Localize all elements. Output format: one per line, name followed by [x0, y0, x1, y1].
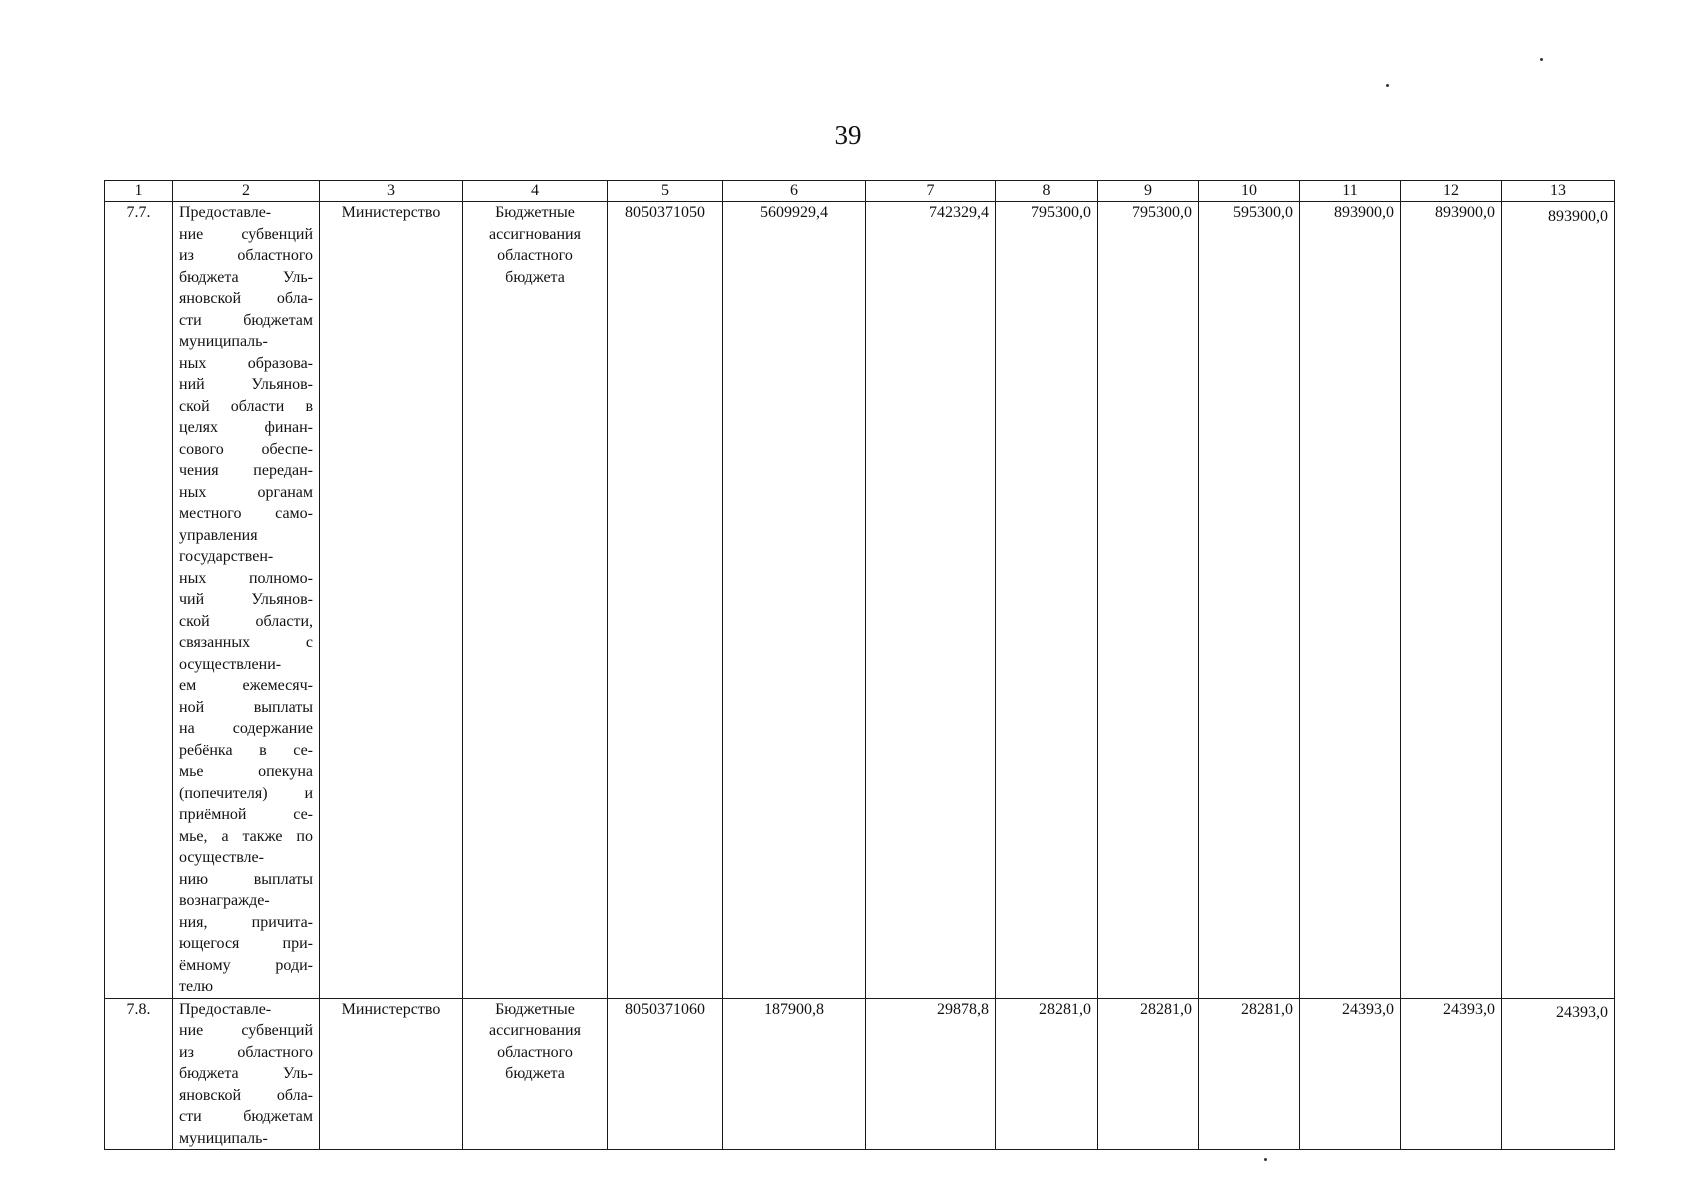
row-executor: Министерство: [320, 998, 463, 1150]
column-header: 13: [1502, 181, 1615, 202]
row-value-col9: 28281,0: [1098, 998, 1199, 1150]
row-value-col7: 29878,8: [866, 998, 996, 1150]
row-description: [173, 998, 320, 1150]
cell-text-line: из областного: [179, 1043, 313, 1061]
cell-text-line: управления: [179, 526, 258, 544]
row-value-col12: 24393,0: [1401, 998, 1502, 1150]
cell-text-line: бюджета Уль-: [179, 268, 313, 286]
row-budget-code: 8050371060: [608, 998, 723, 1150]
column-header: 5: [608, 181, 723, 202]
cell-text-line: областного: [497, 247, 573, 264]
cell-text-line: Предоставле-: [179, 204, 272, 221]
table-container: [104, 180, 1615, 1150]
cell-text-line: сти бюджетам: [179, 311, 313, 329]
column-header: 7: [866, 181, 996, 202]
column-header: 3: [320, 181, 463, 202]
cell-text-line: (попечителя) и: [179, 784, 313, 802]
row-executor: Министерство: [320, 202, 463, 999]
cell-text-line: ёмному роди-: [179, 956, 313, 974]
cell-text-line: целях финан-: [179, 419, 313, 436]
cell-text-line: связанных с: [179, 634, 313, 651]
cell-text-line: сового обеспе-: [179, 440, 313, 458]
column-header: 1: [105, 181, 173, 202]
row-number: 7.7.: [105, 202, 173, 999]
cell-text-line: ребёнка в се-: [179, 741, 313, 759]
header-row: [105, 181, 1615, 202]
row-funding-source: [463, 998, 608, 1150]
column-header: 12: [1401, 181, 1502, 202]
table-row: [105, 202, 1615, 999]
row-total: 187900,8: [723, 998, 866, 1150]
cell-text-line: телю: [179, 978, 214, 995]
cell-text-line: Бюджетные: [495, 204, 575, 221]
cell-text-line: бюджета Уль-: [179, 1065, 313, 1082]
cell-text-line: ассигнования: [489, 1022, 581, 1039]
cell-text-line: яновской обла-: [179, 290, 313, 307]
cell-text-line: ние субвенций: [179, 1022, 313, 1039]
row-value-col11: 893900,0: [1300, 202, 1401, 999]
cell-text-line: нию выплаты: [179, 870, 313, 888]
cell-text-line: муниципаль-: [179, 1129, 268, 1147]
cell-text-line: осуществле-: [179, 849, 264, 866]
column-header: 9: [1098, 181, 1199, 202]
row-description: [173, 202, 320, 999]
cell-text-line: приёмной се-: [179, 806, 313, 823]
cell-text-line: ем ежемесяч-: [179, 677, 313, 694]
cell-text-line: муниципаль-: [179, 333, 268, 350]
cell-text-line: бюджета: [505, 1065, 565, 1082]
row-value-col9: 795300,0: [1098, 202, 1199, 999]
row-value-col10: 28281,0: [1199, 998, 1300, 1150]
scan-speck: [1540, 58, 1543, 61]
column-header: 2: [173, 181, 320, 202]
row-value-col12: 893900,0: [1401, 202, 1502, 999]
row-funding-source: [463, 202, 608, 999]
row-value-col13: 24393,0: [1502, 998, 1615, 1150]
cell-text-line: ассигнования: [489, 225, 581, 243]
cell-text-line: Бюджетные: [495, 1000, 575, 1018]
row-value-col8: 795300,0: [996, 202, 1098, 999]
cell-text-line: ской области,: [179, 612, 313, 630]
cell-text-line: областного: [497, 1043, 573, 1061]
cell-text-line: ющегося при-: [179, 935, 313, 952]
cell-text-line: мье опекуна: [179, 763, 313, 780]
cell-text-line: чий Ульянов-: [179, 591, 313, 608]
cell-text-line: ний Ульянов-: [179, 376, 313, 393]
cell-text-line: ных образова-: [179, 354, 313, 372]
cell-text-line: мье, а также по: [179, 827, 313, 845]
row-value-col13: 893900,0: [1502, 202, 1615, 999]
column-header: 11: [1300, 181, 1401, 202]
column-header: 8: [996, 181, 1098, 202]
column-header: 10: [1199, 181, 1300, 202]
cell-text-line: Предоставле-: [179, 1000, 272, 1018]
cell-text-line: государствен-: [179, 548, 274, 565]
budget-table: [104, 180, 1615, 1150]
cell-text-line: ной выплаты: [179, 698, 313, 716]
row-value-col11: 24393,0: [1300, 998, 1401, 1150]
table-row: [105, 998, 1615, 1150]
cell-text-line: местного само-: [179, 505, 313, 522]
page-number: 39: [834, 120, 862, 150]
column-header: 4: [463, 181, 608, 202]
scan-speck: [1386, 84, 1389, 87]
row-number: 7.8.: [105, 998, 173, 1150]
cell-text-line: ской области в: [179, 397, 313, 415]
cell-text-line: ных органам: [179, 483, 313, 501]
cell-text-line: из областного: [179, 247, 313, 264]
cell-text-line: бюджета: [505, 268, 565, 286]
cell-text-line: вознагражде-: [179, 892, 270, 909]
row-value-col8: 28281,0: [996, 998, 1098, 1150]
row-budget-code: 8050371050: [608, 202, 723, 999]
cell-text-line: яновской обла-: [179, 1086, 313, 1104]
cell-text-line: на содержание: [179, 720, 313, 737]
cell-text-line: осуществлени-: [179, 655, 282, 673]
scan-speck: [1264, 1158, 1267, 1161]
row-value-col10: 595300,0: [1199, 202, 1300, 999]
cell-text-line: ных полномо-: [179, 569, 313, 587]
row-value-col7: 742329,4: [866, 202, 996, 999]
row-total: 5609929,4: [723, 202, 866, 999]
cell-text-line: ния, причита-: [179, 913, 313, 931]
cell-text-line: ние субвенций: [179, 225, 313, 243]
column-header: 6: [723, 181, 866, 202]
cell-text-line: сти бюджетам: [179, 1108, 313, 1125]
cell-text-line: чения передан-: [179, 462, 313, 479]
